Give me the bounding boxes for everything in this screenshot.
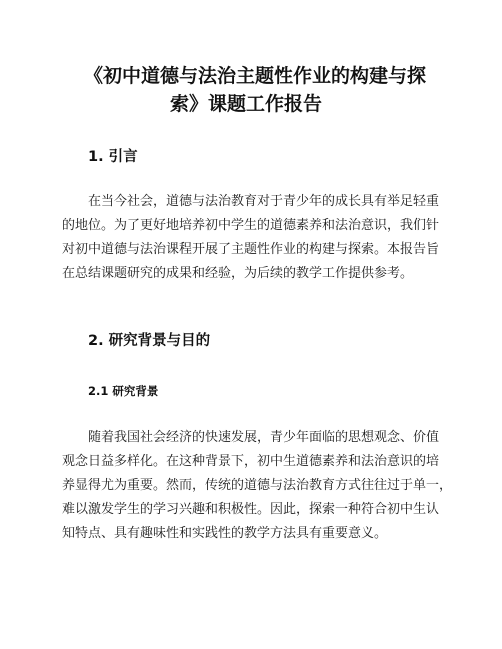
section-heading-background-purpose: 2. 研究背景与目的 [88, 333, 211, 349]
subsection-heading-background: 2.1 研究背景 [88, 384, 159, 398]
paragraph-line: 难以激发学生的学习兴趣和积极性。因此，探索一种符合初中生认 [62, 502, 440, 517]
paragraph-line: 知特点、具有趣味性和实践性的教学方法具有重要意义。 [62, 526, 388, 541]
paragraph-line: 养显得尤为重要。然而，传统的道德与法治教育方式往往过于单一， [62, 478, 453, 493]
paragraph-line: 在当今社会，道德与法治教育对于青少年的成长具有举足轻重 [88, 194, 440, 209]
document-title [84, 62, 464, 118]
title-line-1: 《初中道德与法治主题性作业的构建与探 [84, 65, 427, 87]
paragraph-line: 对初中道德与法治课程开展了主题性作业的构建与探索。本报告旨 [62, 242, 440, 257]
paragraph-line: 随着我国社会经济的快速发展，青少年面临的思想观念、价值 [88, 430, 440, 445]
title-line-2: 索》课题工作报告 [170, 93, 323, 115]
paragraph-line: 的地位。为了更好地培养初中学生的道德素养和法治意识，我们针 [62, 218, 440, 233]
section-heading-introduction: 1. 引言 [88, 149, 138, 165]
background-paragraph [0, 426, 502, 546]
paragraph-line: 在总结课题研究的成果和经验，为后续的教学工作提供参考。 [62, 266, 414, 281]
introduction-paragraph [0, 190, 502, 286]
paragraph-line: 观念日益多样化。在这种背景下，初中生道德素养和法治意识的培 [62, 454, 440, 469]
